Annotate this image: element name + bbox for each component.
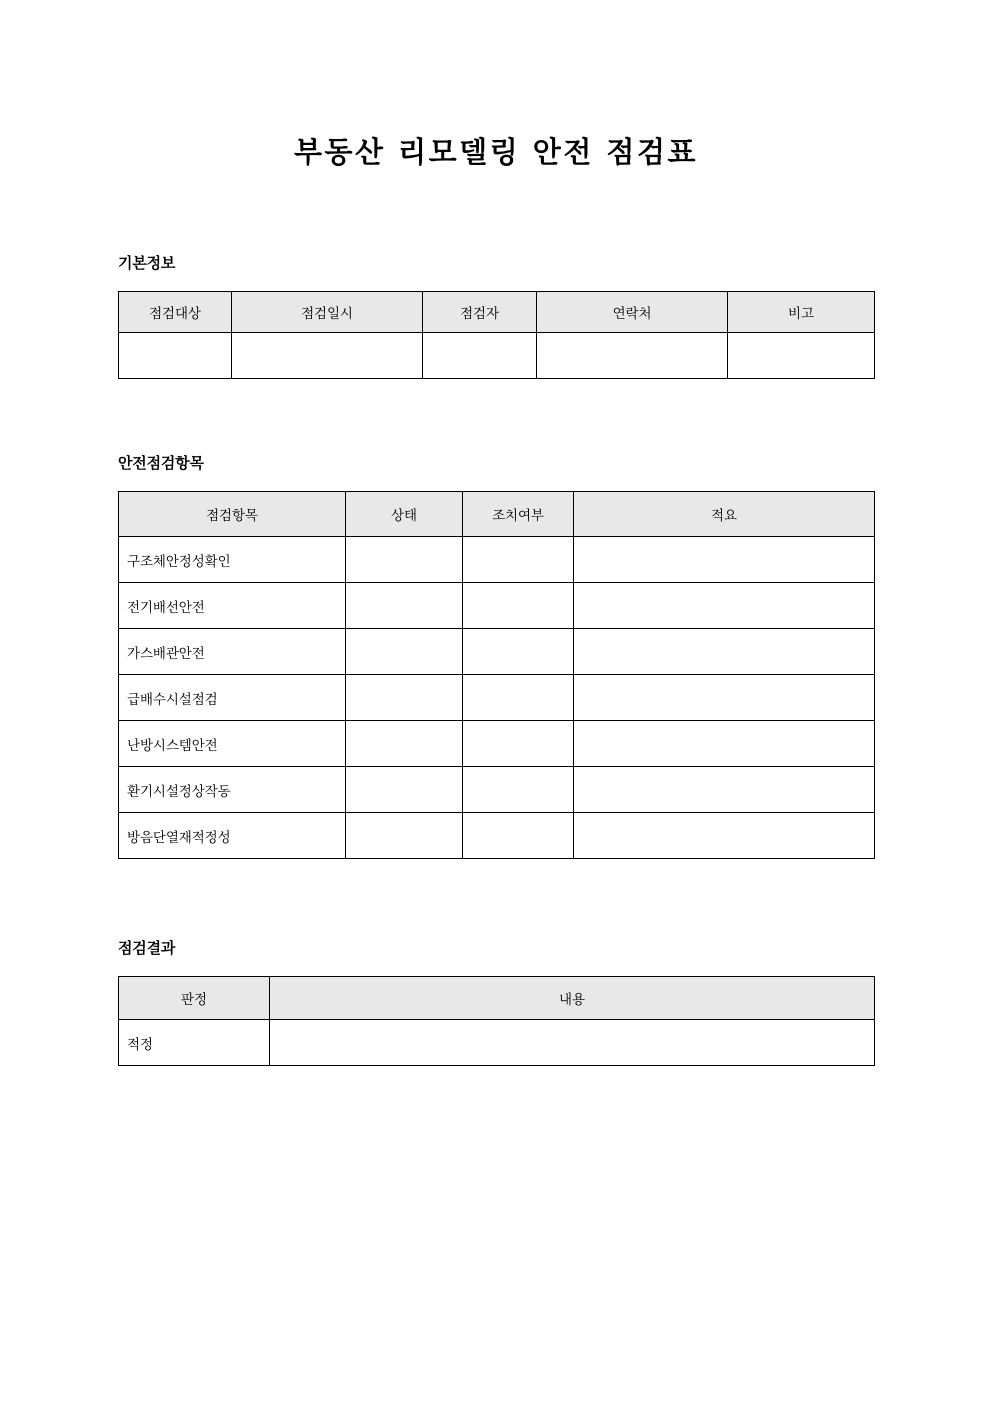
check-item-status[interactable]: [346, 583, 463, 629]
table-header-row: [119, 977, 875, 1020]
result-content-field[interactable]: [270, 1020, 875, 1066]
check-item-label: 전기배선안전: [119, 583, 346, 629]
table-row: [119, 813, 875, 859]
column-header-verdict: 판정: [119, 977, 270, 1020]
check-item-status[interactable]: [346, 675, 463, 721]
inspection-result-table: [118, 976, 875, 1066]
check-item-action[interactable]: [463, 767, 574, 813]
check-item-action[interactable]: [463, 813, 574, 859]
check-item-action[interactable]: [463, 675, 574, 721]
check-item-note[interactable]: [574, 629, 875, 675]
column-header-inspector: 점검자: [423, 292, 537, 333]
check-item-action[interactable]: [463, 721, 574, 767]
section-heading-basic-info: 기본정보: [118, 254, 176, 272]
table-row: [119, 721, 875, 767]
check-item-status[interactable]: [346, 767, 463, 813]
column-header-content: 내용: [270, 977, 875, 1020]
column-header-action-taken: 조치여부: [463, 492, 574, 537]
table-row: [119, 537, 875, 583]
field-inspection-target[interactable]: [119, 333, 232, 379]
check-item-note[interactable]: [574, 813, 875, 859]
check-item-action[interactable]: [463, 629, 574, 675]
column-header-contact: 연락처: [537, 292, 728, 333]
column-header-note: 적요: [574, 492, 875, 537]
check-item-status[interactable]: [346, 721, 463, 767]
check-item-status[interactable]: [346, 537, 463, 583]
check-item-note[interactable]: [574, 767, 875, 813]
section-heading-inspection-result: 점검결과: [118, 939, 176, 957]
table-header-row: [119, 492, 875, 537]
check-item-status[interactable]: [346, 813, 463, 859]
check-item-label: 환기시설정상작동: [119, 767, 346, 813]
table-row: [119, 675, 875, 721]
page-title: 부동산 리모델링 안전 점검표: [294, 135, 698, 169]
field-inspector[interactable]: [423, 333, 537, 379]
verdict-value: 적정: [119, 1020, 270, 1066]
check-item-note[interactable]: [574, 721, 875, 767]
check-item-action[interactable]: [463, 537, 574, 583]
table-row: [119, 333, 875, 379]
check-item-action[interactable]: [463, 583, 574, 629]
basic-info-table: [118, 291, 875, 379]
field-remarks[interactable]: [728, 333, 875, 379]
section-heading-safety-checklist: 안전점검항목: [118, 454, 204, 472]
safety-checklist-table: [118, 491, 875, 859]
check-item-note[interactable]: [574, 675, 875, 721]
field-inspection-datetime[interactable]: [232, 333, 423, 379]
check-item-label: 난방시스템안전: [119, 721, 346, 767]
column-header-remarks: 비고: [728, 292, 875, 333]
table-row: [119, 767, 875, 813]
column-header-inspection-datetime: 점검일시: [232, 292, 423, 333]
check-item-label: 급배수시설점검: [119, 675, 346, 721]
check-item-note[interactable]: [574, 583, 875, 629]
column-header-status: 상태: [346, 492, 463, 537]
check-item-label: 가스배관안전: [119, 629, 346, 675]
table-row: [119, 583, 875, 629]
table-row: [119, 1020, 875, 1066]
check-item-status[interactable]: [346, 629, 463, 675]
check-item-label: 구조체안정성확인: [119, 537, 346, 583]
field-contact[interactable]: [537, 333, 728, 379]
check-item-note[interactable]: [574, 537, 875, 583]
check-item-label: 방음단열재적정성: [119, 813, 346, 859]
column-header-check-item: 점검항목: [119, 492, 346, 537]
table-row: [119, 629, 875, 675]
column-header-inspection-target: 점검대상: [119, 292, 232, 333]
table-header-row: [119, 292, 875, 333]
